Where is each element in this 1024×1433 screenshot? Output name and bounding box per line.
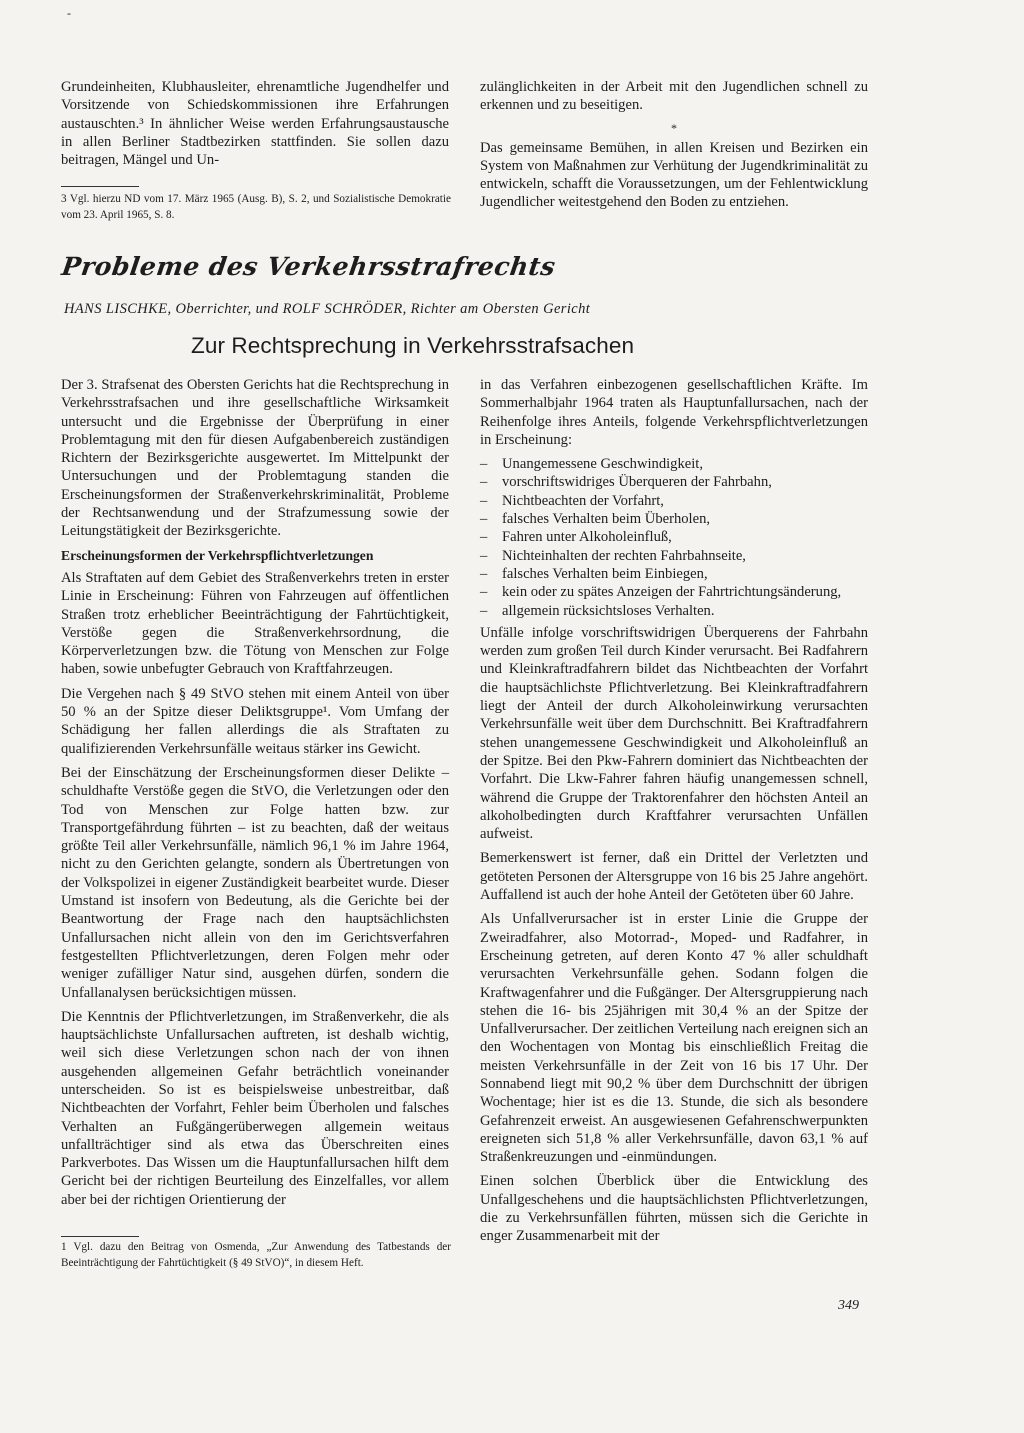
list-item: – Unangemessene Geschwindigkeit, xyxy=(480,455,868,473)
main-left-column xyxy=(61,376,449,1215)
right-paragraph-3: Bemerkenswert ist ferner, daß ein Drittel der Verletzten und getöteten Personen der Altersgruppe von 16 bis 25 Jahre angehört. Auffallend ist auch der hohe Anteil der Getöteten über 60 Jahre. xyxy=(480,850,868,904)
corner-mark: - xyxy=(67,6,71,20)
left-subheading: Erscheinungsformen der Verkehrspflichtverletzungen xyxy=(61,547,374,563)
list-item: – kein oder zu spätes Anzeigen der Fahrtrichtungsänderung, xyxy=(480,583,868,601)
article-title: Zur Rechtsprechung in Verkehrsstrafsachen xyxy=(191,333,635,358)
list-item: – Nichtbeachten der Vorfahrt, xyxy=(480,492,868,510)
section-title: Probleme des Verkehrsstrafrechts xyxy=(59,252,558,281)
list-item: – vorschriftswidriges Überqueren der Fahrbahn, xyxy=(480,473,868,491)
footnote-1: 1 Vgl. dazu den Beitrag von Osmenda, „Zur Anwendung des Tatbestands der Beeinträchtigung der Fahrtüchtigkeit (§ 49 StVO)“, in diesem Heft. xyxy=(61,1241,451,1269)
right-paragraph-2: Unfälle infolge vorschriftswidrigen Überquerens der Fahrbahn werden zum großen Teil durch Kinder verursacht. Bei Radfahrern und Kleinkraftradfahrern bildet das Nichtbeachten der Vorfahrt die hauptsächlichste Pflichtverletzung. Bei Kleinkraftradfahrern liegt der Anteil der durch Alkoholeinwirkung verursachten Verkehrsunfälle weit über dem Durchschnitt. Bei Kraftradfahrern stehen unangemessene Geschwindigkeit und Alkoholeinfluß an der Spitze. Bei den Pkw-Fahrern dominiert das Nichtbeachten der Vorfahrt. Die Lkw-Fahrer fahren häufig unangemessen schnell, während die Gruppe der Traktorenfahrer den höchsten Anteil an alkoholbedingten durch Kraftfahrer verursachten Unfällen aufweist. xyxy=(480,624,868,843)
right-paragraph-4: Als Unfallverursacher ist in erster Linie die Gruppe der Zweiradfahrer, also Motorrad-, Moped- und Radfahrer, in Erscheinung getreten, auf deren Konto 47 % aller schuldhaft verursachten Verkehrsunfälle gehen. Sodann folgen die Kraftwagenfahrer und die Fußgänger. Der Altersgruppierung nach stehen die 16- bis 25jährigen mit 30,4 % an der Spitze der Unfallverursacher. Der zeitlichen Verteilung nach ereignen sich an den Wochentagen von Montag bis einschließlich Freitag die meisten Verkehrsunfälle in der Zeit von 16 bis 17 Uhr. Der Sonnabend liegt mit 90,2 % über dem Durchschnitt der übrigen Wochentage; hier ist es die 13. Stunde, die sich als besondere Gefahrenzeit erweist. An ausgewiesenen Gefahrenschwerpunkten ereigneten sich 51,8 % aller Verkehrsunfälle, davon 63,1 % auf Straßenkreuzungen und -einmündungen. xyxy=(480,911,868,1166)
section-star: * xyxy=(671,120,677,135)
footnote-3: 3 Vgl. hierzu ND vom 17. März 1965 (Ausg. B), S. 2, und Sozialistische Demokratie vom 23. April 1965, S. 8. xyxy=(61,193,451,221)
top-right-paragraph-2: Das gemeinsame Bemühen, in allen Kreisen und Bezirken ein System von Maßnahmen zur Verhütung der Jugendkriminalität zu entwickeln, schafft die Voraussetzungen, um der Fehlentwicklung Jugendlicher weitestgehend den Boden zu entziehen. xyxy=(480,139,868,211)
left-paragraph-2: Als Straftaten auf dem Gebiet des Straßenverkehrs treten in erster Linie in Erscheinung: Führen von Fahrzeugen auf öffentlichen Straßen trotz erheblicher Beeinträchtigung der Fahrtüchtigkeit, Verstöße gegen die Straßenverkehrsordnung, die Körperverletzungen bzw. die Tötung von Menschen zur Folge haben, sowie unbefugter Gebrauch von Kraftfahrzeugen. xyxy=(61,569,449,678)
left-paragraph-1: Der 3. Strafsenat des Obersten Gerichts hat die Rechtsprechung in Verkehrsstrafsachen und ihre gesellschaftliche Wirksamkeit untersucht und die Ergebnisse der Überprüfung in einer Problemtagung mit den für diesen Aufgabenbereich zuständigen Richtern der Bezirksgerichte ausgewertet. Im Mittelpunkt der Untersuchungen und der Problemtagung standen die Erscheinungsformen der Straßenverkehrskriminalität, Probleme der Rechtsanwendung und der Strafzumessung sowie der Leitungstätigkeit der Bezirksgerichte. xyxy=(61,377,449,540)
article-authors: HANS LISCHKE, Oberrichter, und ROLF SCHRÖDER, Richter am Obersten Gericht xyxy=(64,301,591,317)
list-item: – falsches Verhalten beim Überholen, xyxy=(480,510,868,528)
footnote-rule-top xyxy=(61,186,139,187)
right-paragraph-1: in das Verfahren einbezogenen gesellschaftlichen Kräfte. Im Sommerhalbjahr 1964 traten als Hauptunfallursachen, nach der Reihenfolge ihres Anteils, folgende Verkehrspflichtverletzungen in Erscheinung: xyxy=(480,377,868,448)
top-right-column xyxy=(480,78,868,218)
footnote-rule-bottom xyxy=(61,1236,139,1237)
list-item: – falsches Verhalten beim Einbiegen, xyxy=(480,565,868,583)
left-paragraph-4: Bei der Einschätzung der Erscheinungsformen dieser Delikte – schuldhafte Verstöße gegen die StVO, die Verletzungen oder den Tod von Menschen zur Folge hatten bzw. zur Transportgefährdung führten – ist zu beachten, daß der weitaus größte Teil aller Verkehrsunfälle, nämlich 96,1 % im Jahre 1964, nicht zu den Gerichten gelangte, sondern als Übertretungen von der Volkspolizei in eigener Zuständigkeit bearbeitet wurde. Dieser Umstand ist insofern von Bedeutung, als die Gerichte bei der Beantwortung der Frage nach den hauptsächlichsten Unfallursachen nicht allein von den im Gerichtsverfahren festgestellten Pflichtverletzungen, deren Folgen mehr oder weniger zufälliger Natur sind, ausgehen dürfen, sondern die Unfallanalysen berücksichtigen müssen. xyxy=(61,764,449,1001)
list-item: – allgemein rücksichtsloses Verhalten. xyxy=(480,602,868,620)
page-number: 349 xyxy=(838,1298,859,1313)
top-right-paragraph-1: zulänglichkeiten in der Arbeit mit den Jugendlichen schnell zu erkennen und zu beseitigen. xyxy=(480,79,868,114)
top-left-column xyxy=(61,78,449,175)
top-left-paragraph: Grundeinheiten, Klubhausleiter, ehrenamtliche Jugendhelfer und Vorsitzende von Schiedskommissionen ihre Erfahrungen austauschten.³ In ähnlicher Weise werden Erfahrungsaustausche in allen Berliner Stadtbezirken stattfinden. Sie sollen dazu beitragen, Mängel und Un- xyxy=(61,79,449,169)
main-right-column xyxy=(480,376,868,1252)
left-paragraph-3: Die Vergehen nach § 49 StVO stehen mit einem Anteil von über 50 % an der Spitze dieser Deliktsgruppe¹. Vom Umfang der Schädigung her fallen allerdings die als Straftaten zu qualifizierenden Verkehrsunfälle weitaus stärker ins Gewicht. xyxy=(61,685,449,757)
violations-list xyxy=(480,455,868,620)
list-item: – Fahren unter Alkoholeinfluß, xyxy=(480,528,868,546)
list-item: – Nichteinhalten der rechten Fahrbahnseite, xyxy=(480,547,868,565)
right-paragraph-5: Einen solchen Überblick über die Entwicklung des Unfallgeschehens und die hauptsächlichsten Pflichtverletzungen, die zu Verkehrsunfällen führten, müssen sich die Gerichte in enger Zusammenarbeit mit der xyxy=(480,1173,868,1245)
left-paragraph-5: Die Kenntnis der Pflichtverletzungen, im Straßenverkehr, die als hauptsächlichste Unfallursachen auftreten, ist deshalb wichtig, weil sich diese Verletzungen schon nach der von ihnen ausgehenden allgemeinen Gefahr beträchtlich voneinander unterscheiden. So ist es beispielsweise unbestreitbar, daß Nichtbeachten der Vorfahrt, Fehler beim Überholen und falsches Verhalten an Fußgängerüberwegen allgemein weitaus unfallträchtiger sind als etwa das Überschreiten eines Parkverbotes. Das Wissen um die Hauptunfallursachen hilft dem Gericht bei der richtigen Beurteilung des Einzelfalles, vor allem aber bei der richtigen Orientierung der xyxy=(61,1008,449,1208)
